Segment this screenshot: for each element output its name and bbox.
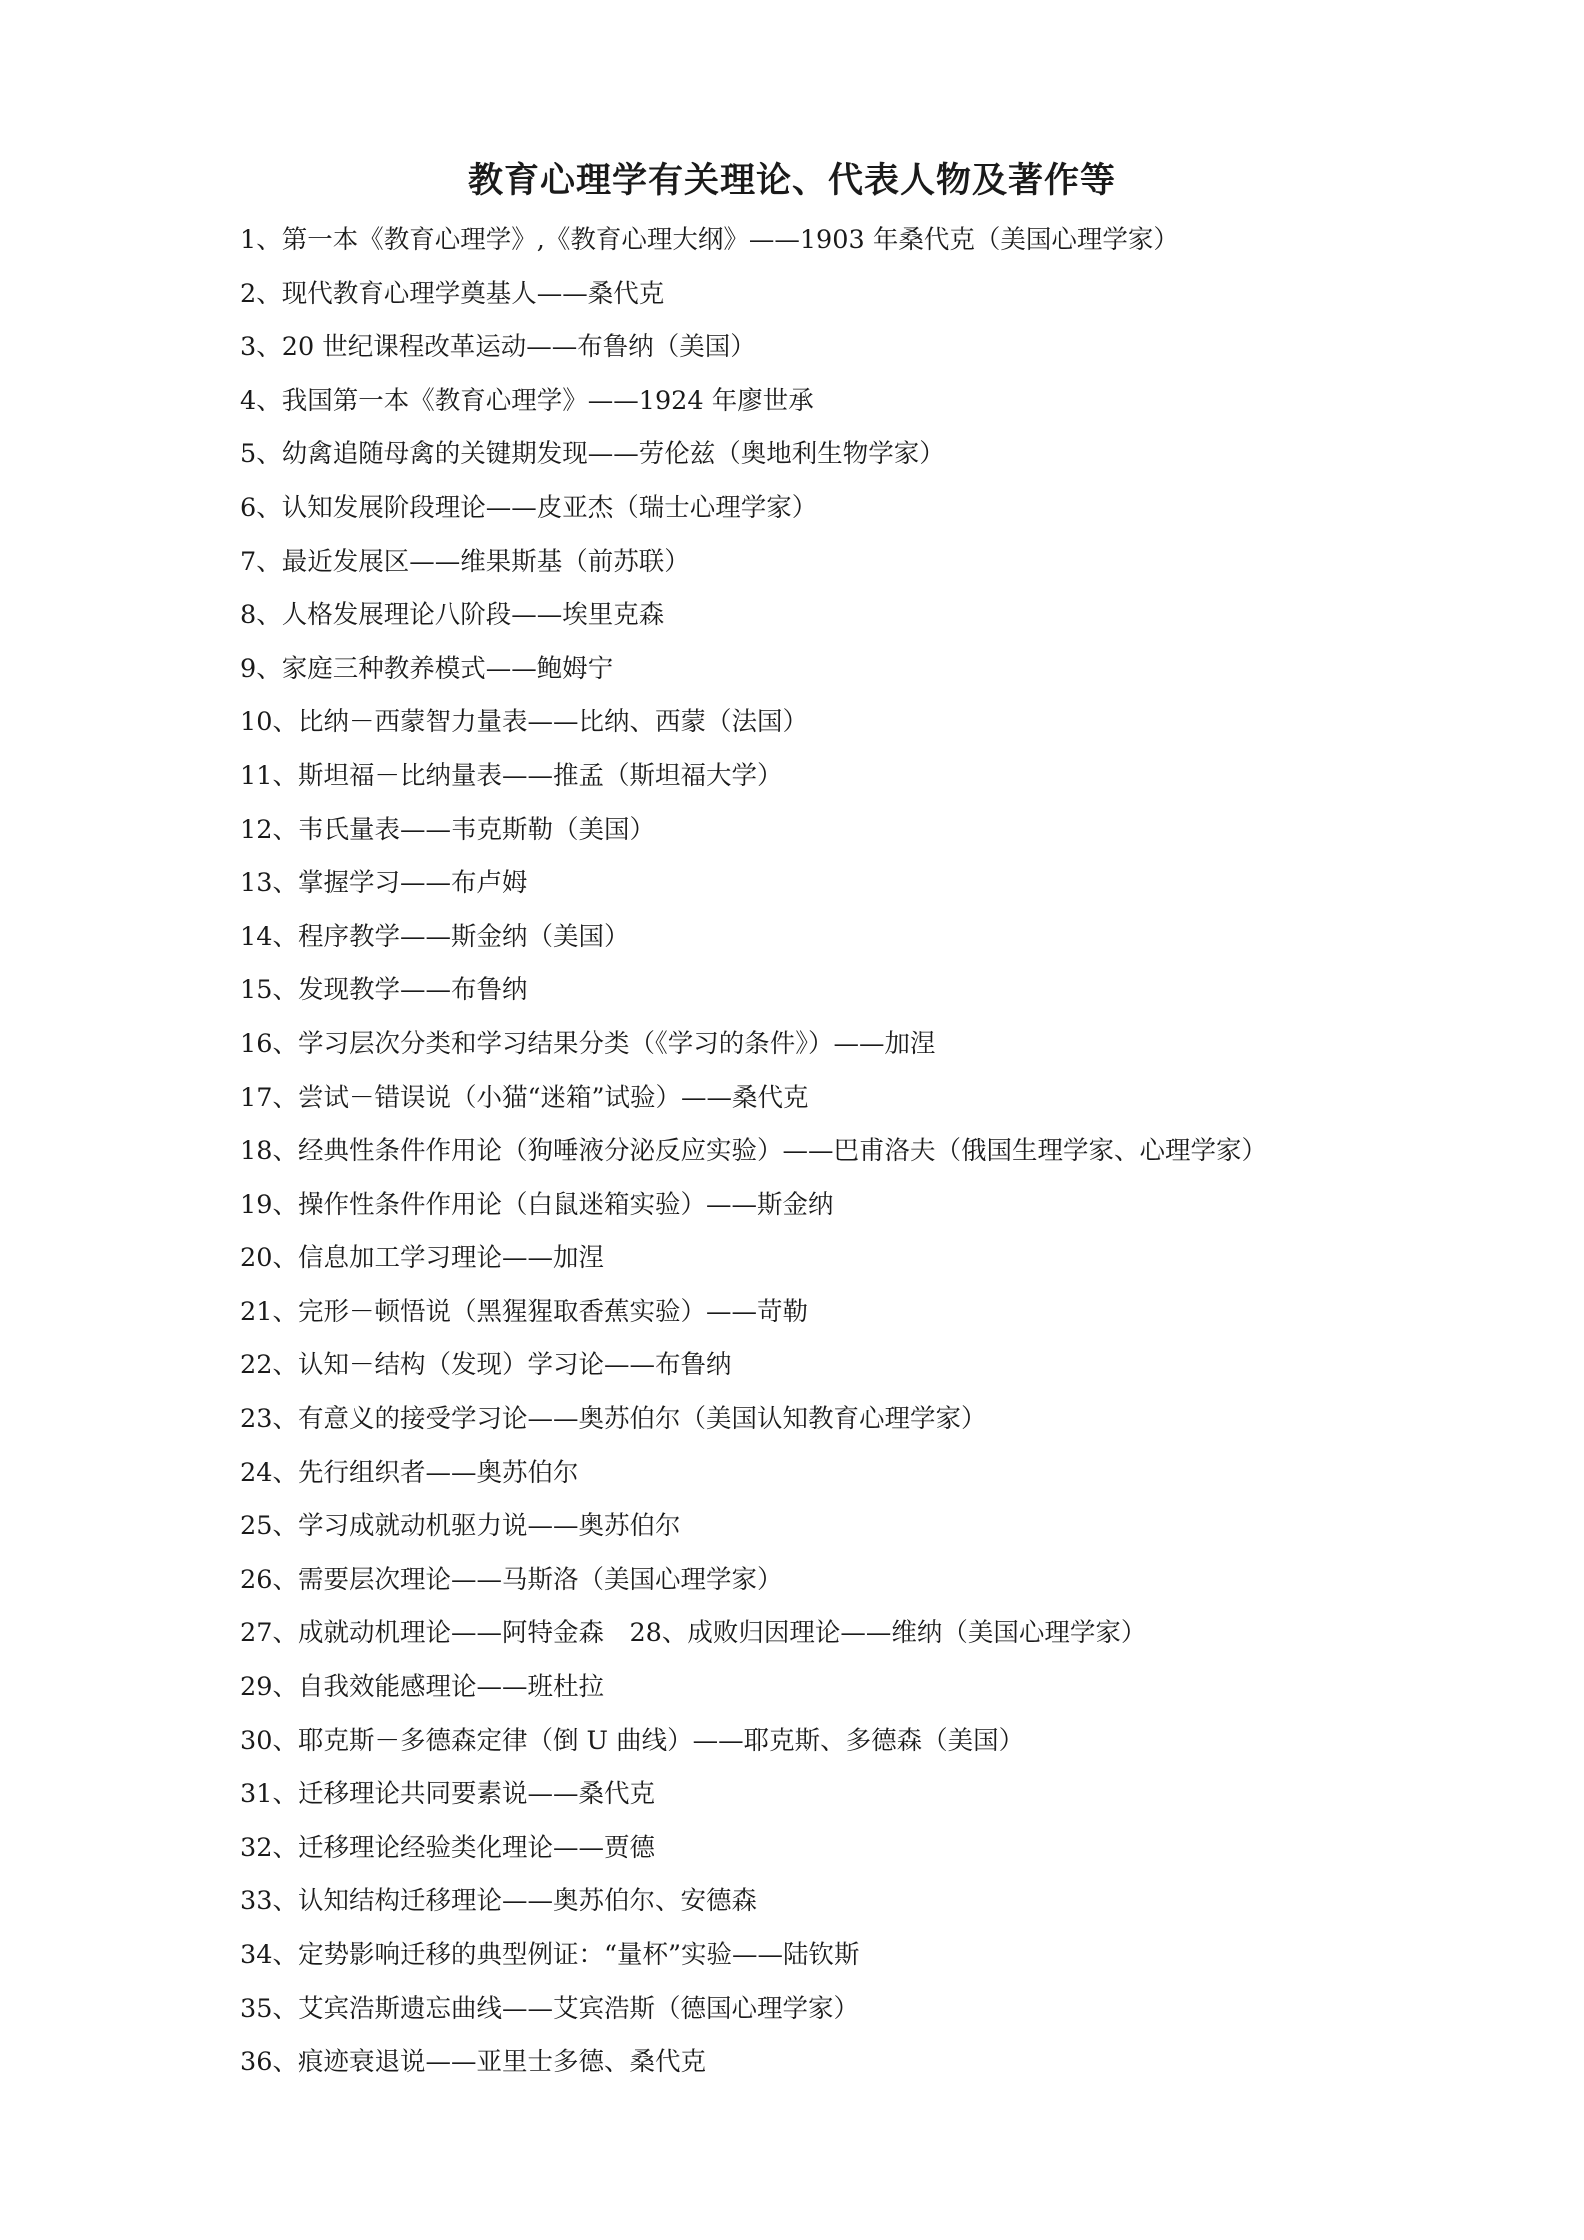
list-item: 31、迁移理论共同要素说——桑代克 [240, 1779, 655, 1810]
list-item: 5、幼禽追随母禽的关键期发现——劳伦兹（奥地利生物学家） [240, 439, 945, 470]
item-list [240, 214, 1267, 2090]
list-item: 12、韦氏量表——韦克斯勒（美国） [240, 814, 655, 845]
list-item: 25、学习成就动机驱力说——奥苏伯尔 [240, 1511, 681, 1542]
list-item: 4、我国第一本《教育心理学》——1924 年廖世承 [240, 385, 814, 416]
list-item: 2、现代教育心理学奠基人——桑代克 [240, 278, 665, 309]
list-item: 6、认知发展阶段理论——皮亚杰（瑞士心理学家） [240, 492, 818, 523]
list-item: 19、操作性条件作用论（白鼠迷箱实验）——斯金纳 [240, 1189, 834, 1220]
list-item: 29、自我效能感理论——班杜拉 [240, 1672, 604, 1703]
list-item: 23、有意义的接受学习论——奥苏伯尔（美国认知教育心理学家） [240, 1404, 987, 1435]
document-title: 教育心理学有关理论、代表人物及著作等 [467, 160, 1116, 201]
list-item: 7、最近发展区——维果斯基（前苏联） [240, 546, 690, 577]
list-item: 36、痕迹衰退说——亚里士多德、桑代克 [240, 2047, 706, 2078]
list-item: 18、经典性条件作用论（狗唾液分泌反应实验）——巴甫洛夫（俄国生理学家、心理学家） [240, 1136, 1267, 1167]
list-item: 14、程序教学——斯金纳（美国） [240, 921, 630, 952]
list-item: 33、认知结构迁移理论——奥苏伯尔、安德森 [240, 1886, 757, 1917]
list-item: 3、20 世纪课程改革运动——布鲁纳（美国） [240, 332, 756, 363]
list-item: 22、认知－结构（发现）学习论——布鲁纳 [240, 1350, 732, 1381]
list-item: 30、耶克斯－多德森定律（倒 U 曲线）——耶克斯、多德森（美国） [240, 1725, 1025, 1756]
list-item: 16、学习层次分类和学习结果分类（《学习的条件》）——加涅 [240, 1028, 936, 1059]
list-item: 35、艾宾浩斯遗忘曲线——艾宾浩斯（德国心理学家） [240, 1993, 859, 2024]
list-item: 17、尝试－错误说（小猫“迷箱”试验）——桑代克 [240, 1082, 809, 1113]
list-item: 13、掌握学习——布卢姆 [240, 868, 528, 899]
list-item: 24、先行组织者——奥苏伯尔 [240, 1457, 579, 1488]
list-item: 10、比纳－西蒙智力量表——比纳、西蒙（法国） [240, 707, 808, 738]
list-item: 27、成就动机理论——阿特金森 28、成败归因理论——维纳（美国心理学家） [240, 1618, 1147, 1649]
list-item: 26、需要层次理论——马斯洛（美国心理学家） [240, 1564, 783, 1595]
list-item: 34、定势影响迁移的典型例证：“量杯”实验——陆钦斯 [240, 1940, 860, 1970]
list-item: 20、信息加工学习理论——加涅 [240, 1243, 604, 1274]
list-item: 1、第一本《教育心理学》,《教育心理大纲》——1903 年桑代克（美国心理学家） [240, 225, 1179, 255]
list-item: 11、斯坦福－比纳量表——推孟（斯坦福大学） [240, 760, 783, 791]
list-item: 8、人格发展理论八阶段——埃里克森 [240, 600, 665, 631]
list-item: 21、完形－顿悟说（黑猩猩取香蕉实验）——苛勒 [240, 1296, 808, 1327]
list-item: 9、家庭三种教养模式——鲍姆宁 [240, 653, 614, 684]
list-item: 15、发现教学——布鲁纳 [240, 975, 528, 1006]
list-item: 32、迁移理论经验类化理论——贾德 [240, 1832, 655, 1863]
